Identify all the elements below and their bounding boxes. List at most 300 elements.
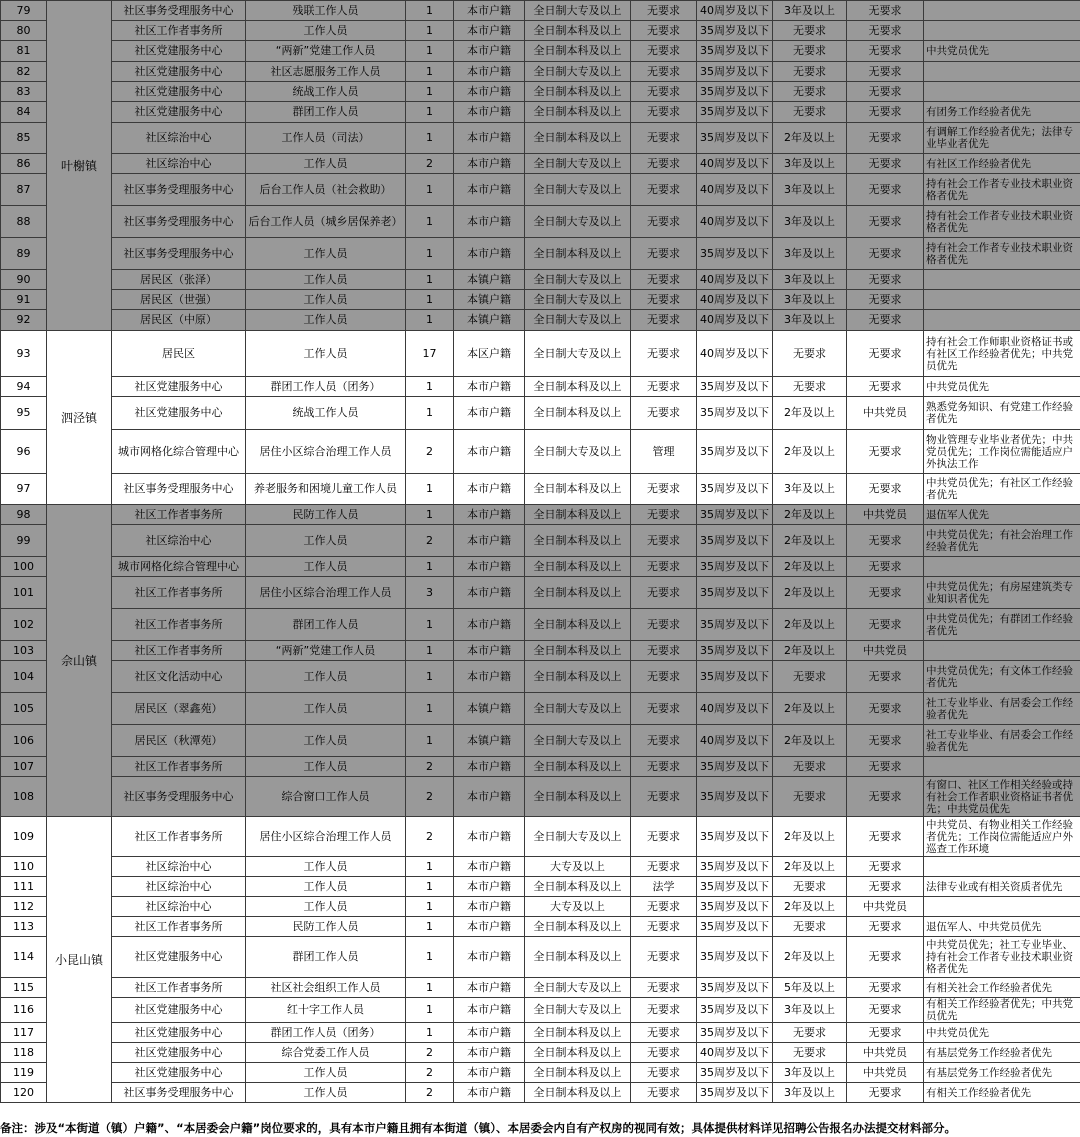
headcount-cell: 1 — [406, 377, 454, 397]
post-cell: “两新”党建工作人员 — [246, 41, 406, 62]
unit-cell: 社区党建服务中心 — [112, 397, 246, 430]
major-cell: 无要求 — [631, 1043, 697, 1063]
age-cell: 35周岁及以下 — [697, 82, 773, 102]
unit-cell: 社区工作者事务所 — [112, 757, 246, 777]
headcount-cell: 1 — [406, 310, 454, 331]
row-number-cell: 105 — [1, 693, 47, 725]
party-cell: 无要求 — [847, 978, 924, 998]
headcount-cell: 1 — [406, 174, 454, 206]
party-cell: 无要求 — [847, 238, 924, 270]
age-cell: 35周岁及以下 — [697, 102, 773, 123]
post-cell: 后台工作人员（社会救助） — [246, 174, 406, 206]
huji-cell: 本市户籍 — [454, 757, 525, 777]
unit-cell: 居民区（翠鑫苑） — [112, 693, 246, 725]
party-cell: 无要求 — [847, 174, 924, 206]
experience-cell: 2年及以上 — [773, 505, 847, 525]
huji-cell: 本市户籍 — [454, 62, 525, 82]
experience-cell: 无要求 — [773, 41, 847, 62]
huji-cell: 本市户籍 — [454, 82, 525, 102]
note-cell: 社工专业毕业、有居委会工作经验者优先 — [924, 693, 1080, 725]
headcount-cell: 1 — [406, 877, 454, 897]
party-cell: 无要求 — [847, 331, 924, 377]
age-cell: 40周岁及以下 — [697, 331, 773, 377]
education-cell: 大专及以上 — [525, 857, 631, 877]
table-row — [1, 102, 1080, 123]
table-row — [1, 123, 1080, 154]
major-cell: 无要求 — [631, 1083, 697, 1103]
post-cell: 工作人员 — [246, 525, 406, 557]
post-cell: 群团工作人员 — [246, 609, 406, 641]
row-number-cell: 94 — [1, 377, 47, 397]
headcount-cell: 2 — [406, 777, 454, 817]
experience-cell: 2年及以上 — [773, 857, 847, 877]
headcount-cell: 1 — [406, 557, 454, 577]
huji-cell: 本市户籍 — [454, 525, 525, 557]
row-number-cell: 108 — [1, 777, 47, 817]
table-row — [1, 270, 1080, 290]
headcount-cell: 1 — [406, 474, 454, 505]
education-cell: 全日制大专及以上 — [525, 62, 631, 82]
age-cell: 35周岁及以下 — [697, 557, 773, 577]
row-number-cell: 84 — [1, 102, 47, 123]
town-cell: 佘山镇 — [47, 505, 112, 817]
age-cell: 40周岁及以下 — [697, 270, 773, 290]
huji-cell: 本市户籍 — [454, 21, 525, 41]
unit-cell: 居民区（中原） — [112, 310, 246, 331]
party-cell: 无要求 — [847, 693, 924, 725]
education-cell: 全日制大专及以上 — [525, 331, 631, 377]
age-cell: 35周岁及以下 — [697, 897, 773, 917]
education-cell: 全日制本科及以上 — [525, 377, 631, 397]
row-number-cell: 113 — [1, 917, 47, 937]
row-number-cell: 119 — [1, 1063, 47, 1083]
party-cell: 无要求 — [847, 557, 924, 577]
table-row — [1, 661, 1080, 693]
major-cell: 无要求 — [631, 377, 697, 397]
education-cell: 全日制本科及以上 — [525, 777, 631, 817]
row-number-cell: 116 — [1, 998, 47, 1023]
note-cell: 社工专业毕业、有居委会工作经验者优先 — [924, 725, 1080, 757]
education-cell: 全日制大专及以上 — [525, 693, 631, 725]
headcount-cell: 1 — [406, 978, 454, 998]
education-cell: 全日制本科及以上 — [525, 41, 631, 62]
headcount-cell: 1 — [406, 505, 454, 525]
huji-cell: 本市户籍 — [454, 41, 525, 62]
party-cell: 无要求 — [847, 917, 924, 937]
row-number-cell: 87 — [1, 174, 47, 206]
post-cell: 后台工作人员（城乡居保养老） — [246, 206, 406, 238]
education-cell: 全日制本科及以上 — [525, 525, 631, 557]
party-cell: 中共党员 — [847, 397, 924, 430]
row-number-cell: 101 — [1, 577, 47, 609]
huji-cell: 本镇户籍 — [454, 693, 525, 725]
experience-cell: 无要求 — [773, 777, 847, 817]
note-cell — [924, 757, 1080, 777]
note-cell — [924, 310, 1080, 331]
education-cell: 全日制本科及以上 — [525, 1063, 631, 1083]
huji-cell: 本镇户籍 — [454, 310, 525, 331]
post-cell: 工作人员 — [246, 1083, 406, 1103]
age-cell: 35周岁及以下 — [697, 238, 773, 270]
note-cell: 有团务工作经验者优先 — [924, 102, 1080, 123]
headcount-cell: 1 — [406, 609, 454, 641]
education-cell: 全日制大专及以上 — [525, 998, 631, 1023]
post-cell: 工作人员 — [246, 857, 406, 877]
age-cell: 35周岁及以下 — [697, 661, 773, 693]
note-cell: 持有社会工作者专业技术职业资格者优先 — [924, 238, 1080, 270]
age-cell: 35周岁及以下 — [697, 62, 773, 82]
experience-cell: 无要求 — [773, 757, 847, 777]
note-cell — [924, 1, 1080, 21]
note-cell: 中共党员优先；有群团工作经验者优先 — [924, 609, 1080, 641]
headcount-cell: 1 — [406, 917, 454, 937]
huji-cell: 本市户籍 — [454, 877, 525, 897]
party-cell: 无要求 — [847, 154, 924, 174]
headcount-cell: 1 — [406, 397, 454, 430]
row-number-cell: 79 — [1, 1, 47, 21]
education-cell: 全日制本科及以上 — [525, 577, 631, 609]
major-cell: 管理 — [631, 430, 697, 474]
post-cell: 工作人员 — [246, 661, 406, 693]
row-number-cell: 118 — [1, 1043, 47, 1063]
major-cell: 无要求 — [631, 123, 697, 154]
table-row — [1, 857, 1080, 877]
experience-cell: 2年及以上 — [773, 609, 847, 641]
table-row — [1, 777, 1080, 817]
experience-cell: 3年及以上 — [773, 154, 847, 174]
huji-cell: 本市户籍 — [454, 577, 525, 609]
table-row — [1, 725, 1080, 757]
row-number-cell: 91 — [1, 290, 47, 310]
huji-cell: 本市户籍 — [454, 377, 525, 397]
headcount-cell: 2 — [406, 154, 454, 174]
party-cell: 无要求 — [847, 82, 924, 102]
huji-cell: 本市户籍 — [454, 978, 525, 998]
headcount-cell: 2 — [406, 1043, 454, 1063]
party-cell: 无要求 — [847, 310, 924, 331]
table-row — [1, 21, 1080, 41]
experience-cell: 无要求 — [773, 917, 847, 937]
row-number-cell: 115 — [1, 978, 47, 998]
post-cell: 残联工作人员 — [246, 1, 406, 21]
headcount-cell: 2 — [406, 1083, 454, 1103]
age-cell: 35周岁及以下 — [697, 937, 773, 978]
headcount-cell: 1 — [406, 238, 454, 270]
unit-cell: 居民区 — [112, 331, 246, 377]
headcount-cell: 1 — [406, 206, 454, 238]
huji-cell: 本市户籍 — [454, 937, 525, 978]
post-cell: 群团工作人员 — [246, 937, 406, 978]
major-cell: 无要求 — [631, 1, 697, 21]
note-cell — [924, 270, 1080, 290]
post-cell: 工作人员 — [246, 154, 406, 174]
note-cell: 物业管理专业毕业者优先；中共党员优先；工作岗位需能适应户外执法工作 — [924, 430, 1080, 474]
row-number-cell: 93 — [1, 331, 47, 377]
headcount-cell: 2 — [406, 817, 454, 857]
party-cell: 无要求 — [847, 1, 924, 21]
town-cell: 叶榭镇 — [47, 1, 112, 331]
note-cell — [924, 641, 1080, 661]
party-cell: 无要求 — [847, 21, 924, 41]
experience-cell: 3年及以上 — [773, 1063, 847, 1083]
age-cell: 35周岁及以下 — [697, 817, 773, 857]
experience-cell: 3年及以上 — [773, 290, 847, 310]
party-cell: 中共党员 — [847, 1063, 924, 1083]
table-row — [1, 174, 1080, 206]
major-cell: 无要求 — [631, 21, 697, 41]
education-cell: 全日制大专及以上 — [525, 725, 631, 757]
note-cell — [924, 857, 1080, 877]
experience-cell: 无要求 — [773, 877, 847, 897]
age-cell: 40周岁及以下 — [697, 174, 773, 206]
note-cell: 熟悉党务知识、有党建工作经验者优先 — [924, 397, 1080, 430]
huji-cell: 本市户籍 — [454, 641, 525, 661]
table-row — [1, 1083, 1080, 1103]
experience-cell: 2年及以上 — [773, 937, 847, 978]
headcount-cell: 1 — [406, 21, 454, 41]
post-cell: 统战工作人员 — [246, 397, 406, 430]
unit-cell: 居民区（秋潭苑） — [112, 725, 246, 757]
age-cell: 35周岁及以下 — [697, 917, 773, 937]
major-cell: 无要求 — [631, 102, 697, 123]
post-cell: 红十字工作人员 — [246, 998, 406, 1023]
table-row — [1, 877, 1080, 897]
post-cell: 居住小区综合治理工作人员 — [246, 817, 406, 857]
party-cell: 无要求 — [847, 777, 924, 817]
major-cell: 无要求 — [631, 757, 697, 777]
education-cell: 全日制本科及以上 — [525, 1023, 631, 1043]
party-cell: 中共党员 — [847, 641, 924, 661]
experience-cell: 5年及以上 — [773, 978, 847, 998]
experience-cell: 无要求 — [773, 377, 847, 397]
note-cell: 法律专业或有相关资质者优先 — [924, 877, 1080, 897]
post-cell: 统战工作人员 — [246, 82, 406, 102]
headcount-cell: 1 — [406, 693, 454, 725]
huji-cell: 本市户籍 — [454, 1, 525, 21]
party-cell: 无要求 — [847, 430, 924, 474]
table-row — [1, 641, 1080, 661]
unit-cell: 社区事务受理服务中心 — [112, 1083, 246, 1103]
headcount-cell: 1 — [406, 1023, 454, 1043]
headcount-cell: 3 — [406, 577, 454, 609]
note-cell: 中共党员优先；有房屋建筑类专业知识者优先 — [924, 577, 1080, 609]
table-row — [1, 310, 1080, 331]
table-row — [1, 82, 1080, 102]
party-cell: 无要求 — [847, 609, 924, 641]
post-cell: 工作人员 — [246, 757, 406, 777]
row-number-cell: 90 — [1, 270, 47, 290]
education-cell: 大专及以上 — [525, 897, 631, 917]
note-cell: 退伍军人、中共党员优先 — [924, 917, 1080, 937]
post-cell: 工作人员 — [246, 310, 406, 331]
major-cell: 无要求 — [631, 777, 697, 817]
note-cell: 中共党员优先 — [924, 377, 1080, 397]
party-cell: 无要求 — [847, 1083, 924, 1103]
table-row — [1, 238, 1080, 270]
party-cell: 无要求 — [847, 123, 924, 154]
major-cell: 无要求 — [631, 206, 697, 238]
unit-cell: 社区工作者事务所 — [112, 978, 246, 998]
row-number-cell: 86 — [1, 154, 47, 174]
note-cell — [924, 557, 1080, 577]
education-cell: 全日制大专及以上 — [525, 154, 631, 174]
unit-cell: 社区事务受理服务中心 — [112, 777, 246, 817]
note-cell: 持有社会工作师职业资格证书或有社区工作经验者优先；中共党员优先 — [924, 331, 1080, 377]
table-row — [1, 62, 1080, 82]
headcount-cell: 1 — [406, 270, 454, 290]
headcount-cell: 1 — [406, 41, 454, 62]
post-cell: 工作人员 — [246, 290, 406, 310]
table-row — [1, 1043, 1080, 1063]
table-row — [1, 1063, 1080, 1083]
age-cell: 40周岁及以下 — [697, 206, 773, 238]
note-cell: 有基层党务工作经验者优先 — [924, 1043, 1080, 1063]
major-cell: 无要求 — [631, 505, 697, 525]
age-cell: 35周岁及以下 — [697, 525, 773, 557]
age-cell: 40周岁及以下 — [697, 725, 773, 757]
table-row — [1, 154, 1080, 174]
unit-cell: 社区综治中心 — [112, 857, 246, 877]
age-cell: 40周岁及以下 — [697, 693, 773, 725]
note-cell: 有相关工作经验者优先；中共党员优先 — [924, 998, 1080, 1023]
post-cell: 工作人员 — [246, 21, 406, 41]
table-row — [1, 998, 1080, 1023]
unit-cell: 社区工作者事务所 — [112, 917, 246, 937]
town-cell: 泗泾镇 — [47, 331, 112, 505]
major-cell: 无要求 — [631, 577, 697, 609]
unit-cell: 居民区（张泽） — [112, 270, 246, 290]
post-cell: 工作人员 — [246, 877, 406, 897]
post-cell: 工作人员 — [246, 331, 406, 377]
education-cell: 全日制本科及以上 — [525, 757, 631, 777]
headcount-cell: 1 — [406, 641, 454, 661]
party-cell: 中共党员 — [847, 897, 924, 917]
age-cell: 40周岁及以下 — [697, 154, 773, 174]
note-cell: 有窗口、社区工作相关经验或持有社会工作者职业资格证书者优先；中共党员优先 — [924, 777, 1080, 817]
education-cell: 全日制大专及以上 — [525, 1, 631, 21]
education-cell: 全日制本科及以上 — [525, 238, 631, 270]
education-cell: 全日制本科及以上 — [525, 474, 631, 505]
note-cell: 中共党员优先；有社会治理工作经验者优先 — [924, 525, 1080, 557]
party-cell: 无要求 — [847, 937, 924, 978]
unit-cell: 社区党建服务中心 — [112, 62, 246, 82]
age-cell: 35周岁及以下 — [697, 123, 773, 154]
party-cell: 无要求 — [847, 757, 924, 777]
experience-cell: 3年及以上 — [773, 206, 847, 238]
row-number-cell: 114 — [1, 937, 47, 978]
row-number-cell: 107 — [1, 757, 47, 777]
table-row — [1, 937, 1080, 978]
huji-cell: 本市户籍 — [454, 998, 525, 1023]
huji-cell: 本市户籍 — [454, 174, 525, 206]
major-cell: 无要求 — [631, 174, 697, 206]
major-cell: 无要求 — [631, 661, 697, 693]
party-cell: 无要求 — [847, 577, 924, 609]
row-number-cell: 85 — [1, 123, 47, 154]
unit-cell: 社区事务受理服务中心 — [112, 238, 246, 270]
huji-cell: 本市户籍 — [454, 1043, 525, 1063]
education-cell: 全日制本科及以上 — [525, 505, 631, 525]
note-cell: 有社区工作经验者优先 — [924, 154, 1080, 174]
unit-cell: 社区文化活动中心 — [112, 661, 246, 693]
age-cell: 35周岁及以下 — [697, 377, 773, 397]
experience-cell: 3年及以上 — [773, 174, 847, 206]
experience-cell: 3年及以上 — [773, 998, 847, 1023]
education-cell: 全日制本科及以上 — [525, 1043, 631, 1063]
age-cell: 35周岁及以下 — [697, 978, 773, 998]
education-cell: 全日制本科及以上 — [525, 1083, 631, 1103]
experience-cell: 2年及以上 — [773, 430, 847, 474]
education-cell: 全日制本科及以上 — [525, 557, 631, 577]
note-cell — [924, 897, 1080, 917]
unit-cell: 社区党建服务中心 — [112, 937, 246, 978]
unit-cell: 社区工作者事务所 — [112, 609, 246, 641]
huji-cell: 本市户籍 — [454, 917, 525, 937]
party-cell: 无要求 — [847, 725, 924, 757]
post-cell: 工作人员（司法） — [246, 123, 406, 154]
table-row — [1, 377, 1080, 397]
age-cell: 35周岁及以下 — [697, 609, 773, 641]
row-number-cell: 112 — [1, 897, 47, 917]
major-cell: 无要求 — [631, 1023, 697, 1043]
table-row — [1, 817, 1080, 857]
unit-cell: 社区党建服务中心 — [112, 41, 246, 62]
table-row — [1, 1023, 1080, 1043]
education-cell: 全日制本科及以上 — [525, 937, 631, 978]
major-cell: 法学 — [631, 877, 697, 897]
huji-cell: 本镇户籍 — [454, 270, 525, 290]
unit-cell: 社区工作者事务所 — [112, 817, 246, 857]
age-cell: 40周岁及以下 — [697, 1, 773, 21]
row-number-cell: 96 — [1, 430, 47, 474]
note-cell: 中共党员优先；社工专业毕业、持有社会工作者专业技术职业资格者优先 — [924, 937, 1080, 978]
headcount-cell: 1 — [406, 290, 454, 310]
unit-cell: 社区综治中心 — [112, 154, 246, 174]
party-cell: 中共党员 — [847, 1043, 924, 1063]
headcount-cell: 1 — [406, 857, 454, 877]
party-cell: 无要求 — [847, 270, 924, 290]
headcount-cell: 2 — [406, 525, 454, 557]
post-cell: 工作人员 — [246, 693, 406, 725]
headcount-cell: 1 — [406, 897, 454, 917]
major-cell: 无要求 — [631, 978, 697, 998]
row-number-cell: 120 — [1, 1083, 47, 1103]
age-cell: 35周岁及以下 — [697, 474, 773, 505]
post-cell: 社区社会组织工作人员 — [246, 978, 406, 998]
education-cell: 全日制本科及以上 — [525, 21, 631, 41]
party-cell: 中共党员 — [847, 505, 924, 525]
row-number-cell: 102 — [1, 609, 47, 641]
experience-cell: 2年及以上 — [773, 577, 847, 609]
row-number-cell: 106 — [1, 725, 47, 757]
post-cell: 养老服务和困境儿童工作人员 — [246, 474, 406, 505]
row-number-cell: 89 — [1, 238, 47, 270]
party-cell: 无要求 — [847, 998, 924, 1023]
major-cell: 无要求 — [631, 1063, 697, 1083]
table-row — [1, 397, 1080, 430]
experience-cell: 无要求 — [773, 1043, 847, 1063]
experience-cell: 3年及以上 — [773, 1083, 847, 1103]
age-cell: 35周岁及以下 — [697, 430, 773, 474]
experience-cell: 2年及以上 — [773, 123, 847, 154]
table-row — [1, 693, 1080, 725]
experience-cell: 无要求 — [773, 1023, 847, 1043]
table-row — [1, 206, 1080, 238]
major-cell: 无要求 — [631, 557, 697, 577]
party-cell: 无要求 — [847, 102, 924, 123]
huji-cell: 本市户籍 — [454, 238, 525, 270]
experience-cell: 2年及以上 — [773, 641, 847, 661]
